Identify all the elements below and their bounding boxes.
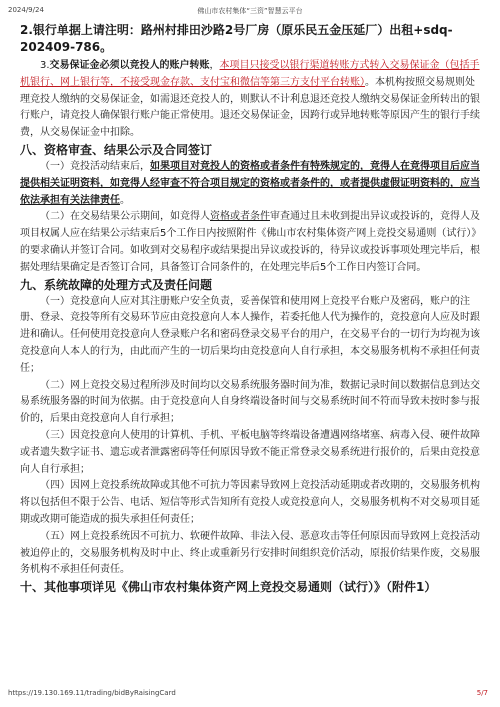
section-8-para-2-underlined: 资格或者条件 bbox=[210, 211, 270, 223]
section-8-para-1-underlined: 如果项目对竞投人的资格或者条件有特殊规定的，竞得人在竞得项目后应当提供相关证明资料，如竞得人经审查不符合项目规定的资格或者条件的，或者提供虚假证明资料的，应当依法承担有关法律责任 bbox=[20, 160, 480, 206]
page-number: 5/7 bbox=[476, 689, 488, 697]
item-3-underlined: 本项目只接受以银行渠道转账方式转入交易保证金（包括手机银行、网上银行等，不接受现金存款、支付宝和微信等第三方支付平台转账） bbox=[20, 60, 480, 88]
section-8-para-1 bbox=[20, 159, 482, 209]
section-8-para-2 bbox=[20, 209, 482, 276]
item-3-number: 3. bbox=[40, 60, 50, 71]
section-10-title: 十、其他事项详见《佛山市农村集体资产网上竞投交易通则（试行）》（附件1） bbox=[20, 580, 437, 595]
section-8-title: 八、资格审查、结果公示及合同签订 bbox=[20, 142, 213, 157]
item-3-tail: 。本机构按照交易规则处理竞投人缴纳的交易保证金，如需退还竞投人的，则默认不计利息退还竞投人缴纳交易保证金所转出的银行账户，请竞投人确保银行账户能正常使用。退还交易保证金，因跨行或异地转账等原因产生的银行手续费，从交易保证金中扣除。 bbox=[20, 76, 480, 139]
section-9-para-2: （二）网上竞投交易过程所涉及时间均以交易系统服务器时间为准，数据记录时间以数据信息到达交易系统服务器的时间为依据。由于竞投意向人自身终端设备时间与交易系统时间不符而导致未按时参与报价的，后果由竞投意向人自行承担； bbox=[20, 379, 480, 425]
item-3-deposit bbox=[20, 58, 482, 142]
print-footer bbox=[0, 689, 500, 701]
document-body bbox=[20, 22, 482, 596]
print-date: 2024/9/24 bbox=[8, 6, 44, 14]
print-header bbox=[0, 6, 500, 18]
item-3-bold: 交易保证金必须以竞投人的账户转账 bbox=[49, 60, 210, 71]
section-8-para-1-end: 。 bbox=[120, 194, 130, 206]
section-9-para-3: （三）因竞投意向人使用的计算机、手机、平板电脑等终端设备遭遇网络堵塞、病毒入侵、硬件故障或者遗失数字证书、遗忘或者泄露密码等任何原因导致不能正常登录交易系统进行报价的，后果由竞投意向人自行承担； bbox=[20, 429, 480, 475]
section-9-para-5: （五）网上竞投系统因不可抗力、软硬件故障、非法入侵、恶意攻击等任何原因而导致网上竞投活动被迫停止的，交易服务机构及时中止、终止或重新另行安排时间组织竞价活动，原报价结果作废，交易服务机构不承担任何责任。 bbox=[20, 530, 480, 576]
section-8-para-2-lead: （二）在交易结果公示期间，如竞得人 bbox=[40, 211, 210, 223]
site-title: 佛山市农村集体“三资”智慧云平台 bbox=[197, 7, 303, 15]
section-9-title: 九、系统故障的处理方式及责任问题 bbox=[20, 277, 213, 292]
section-9-para-4: （四）因网上竞投系统故障或其他不可抗力等因素导致网上竞投活动延期或者改期的，交易服务机构将以包括但不限于公告、电话、短信等形式告知所有竞投人或竞投意向人，交易服务机构不对交易项目延期或改期可能造成的损失承担任何责任； bbox=[20, 480, 480, 525]
section-9-para-1: （一）竞投意向人应对其注册账户安全负责，妥善保管和使用网上竞投平台账户及密码，账户的注册、登录、竞投等所有交易环节应由竞投意向人本人操作，若委托他人代为操作的，竞投意向人应及时跟进和确认。任何使用竞投意向人登录账户名和密码登录交易平台的用户，在交易平台的一切行为均视为该竞投意向人本人的行为，由此而产生的一切后果均由竞投意向人自行承担，本交易服务机构不承担任何责任； bbox=[20, 295, 480, 374]
item-3-comma: ， bbox=[209, 60, 220, 71]
page-url: https://19.130.169.11/trading/bidByRaisingCard bbox=[8, 689, 176, 697]
item-2-bank-note: 2.银行单据上请注明：路州村排田沙路2号厂房（原乐民五金压延厂）出租+sdq-202409-786。 bbox=[20, 23, 453, 54]
section-8-para-1-lead: （一）竞投活动结束后， bbox=[40, 160, 150, 172]
section-8-para-2-tail: 审查通过且未收到提出异议或投诉的，竞得人及项目权属人应在结果公示结束后5个工作日内按照附件《佛山市农村集体资产网上竞投交易通则（试行）》的要求确认并签订合同。如收到对交易程序或结果提出异议或投诉的，待异议或投诉事项处理完毕后，根据处理结果确定是否签订合同，具备签订合同条件的，在处理完毕后5个工作日内签订合同。 bbox=[20, 211, 482, 273]
